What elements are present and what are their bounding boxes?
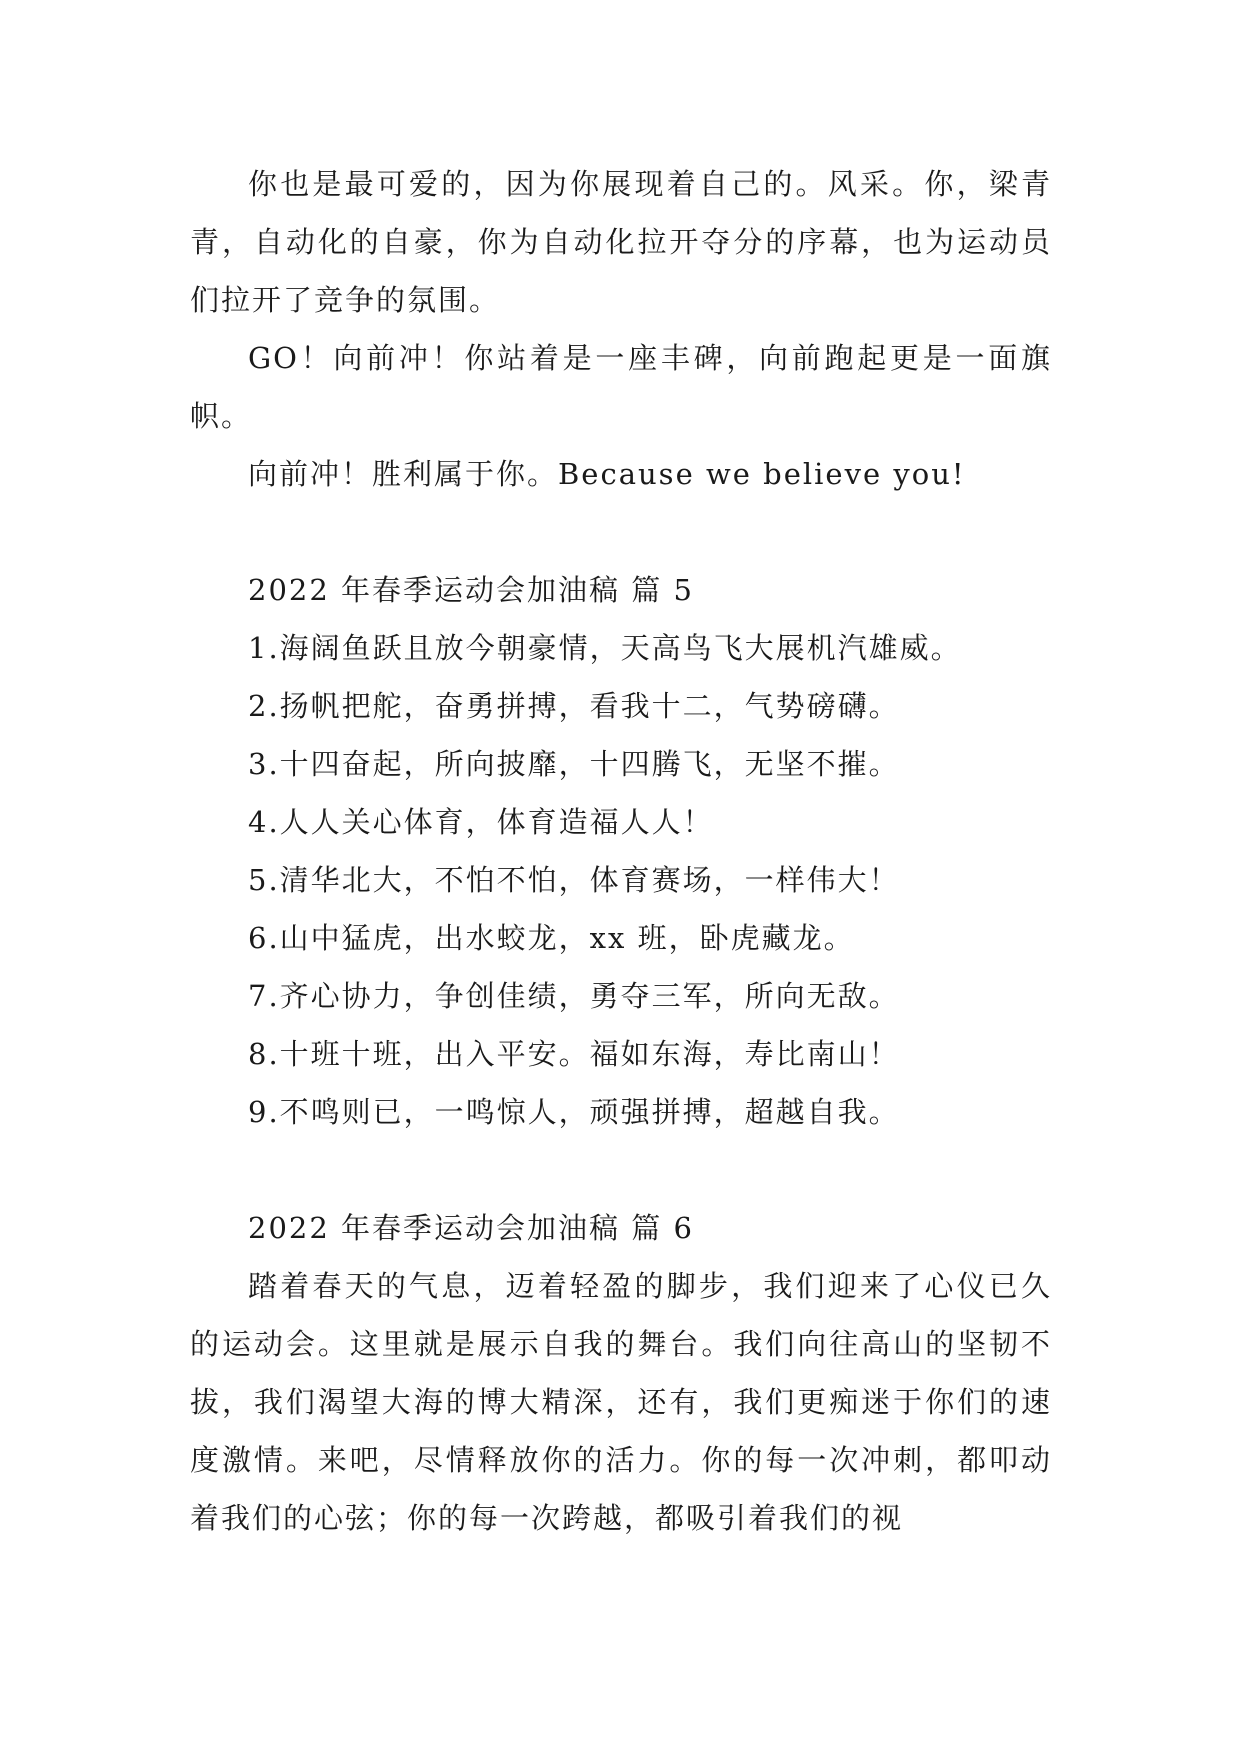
list-item: 7.齐心协力，争创佳绩，勇夺三军，所向无敌。 [248, 979, 900, 1013]
section-gap [190, 503, 1052, 561]
list-item: 9.不鸣则已，一鸣惊人，顽强拼搏，超越自我。 [248, 1095, 900, 1129]
list-item: 5.清华北大，不怕不怕，体育赛场，一样伟大！ [248, 863, 900, 897]
list-item: 6.山中猛虎，出水蛟龙，xx 班，卧虎藏龙。 [248, 921, 855, 955]
list-item: 3.十四奋起，所向披靡，十四腾飞，无坚不摧。 [248, 747, 900, 781]
paragraph-believe: 向前冲！胜利属于你。Because we believe you! [248, 457, 966, 491]
list-item: 4.人人关心体育，体育造福人人！ [248, 805, 714, 839]
paragraph-intro: 你也是最可爱的，因为你展现着自己的。风采。你，梁青青，自动化的自豪，你为自动化拉开夺分的序幕，也为运动员们拉开了竞争的氛围。 [190, 167, 1052, 317]
section-6-paragraph: 踏着春天的气息，迈着轻盈的脚步，我们迎来了心仪已久的运动会。这里就是展示自我的舞台。我们向往高山的坚韧不拔，我们渴望大海的博大精深，还有，我们更痴迷于你们的速度激情。来吧，尽情释放你的活力。你的每一次冲刺，都叩动着我们的心弦；你的每一次跨越，都吸引着我们的视 [190, 1269, 1052, 1535]
document-body [190, 155, 1052, 1547]
paragraph-go: GO！向前冲！你站着是一座丰碑，向前跑起更是一面旗帜。 [190, 341, 1052, 433]
list-item: 1.海阔鱼跃且放今朝豪情，天高鸟飞大展机汽雄威。 [248, 631, 962, 665]
list-item: 8.十班十班，出入平安。福如东海，寿比南山！ [248, 1037, 900, 1071]
section-5-list [190, 619, 1052, 1141]
list-item: 2.扬帆把舵，奋勇拼搏，看我十二，气势磅礴。 [248, 689, 900, 723]
section-gap [190, 1141, 1052, 1199]
section-5-heading: 2022 年春季运动会加油稿 篇 5 [248, 573, 694, 607]
section-6-heading: 2022 年春季运动会加油稿 篇 6 [248, 1211, 694, 1245]
